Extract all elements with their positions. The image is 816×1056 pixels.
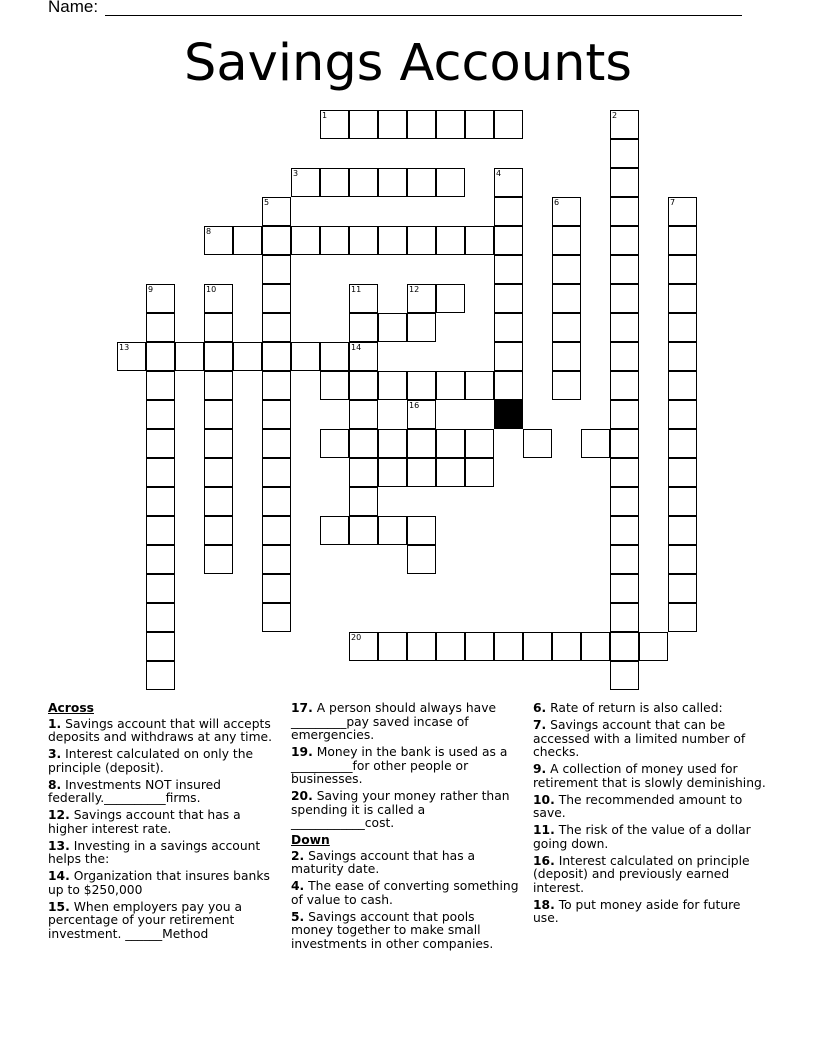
crossword-cell[interactable] <box>668 371 697 400</box>
clue-number-label: 13. <box>48 838 70 853</box>
clue-item <box>48 840 276 867</box>
clue-number: 1 <box>322 110 328 120</box>
clue-number-label: 9. <box>533 762 547 776</box>
clue-text: Savings account that has a higher interest rate. <box>48 808 241 836</box>
crossword-cell[interactable] <box>349 429 378 458</box>
clue-item <box>533 855 768 896</box>
crossword-cell[interactable] <box>668 429 697 458</box>
crossword-cell[interactable] <box>610 255 639 284</box>
clue-number: 2 <box>612 110 618 120</box>
crossword-cell[interactable] <box>378 516 407 545</box>
crossword-cell[interactable] <box>349 226 378 255</box>
clue-text: Savings account that pools money together to make small investments in other companies. <box>291 909 494 951</box>
crossword-cell[interactable] <box>407 545 436 574</box>
clue-number: 12 <box>409 284 420 294</box>
crossword-cell[interactable] <box>610 139 639 168</box>
crossword-cell[interactable] <box>668 545 697 574</box>
crossword-cell[interactable] <box>349 110 378 139</box>
clue-text: Organization that insures banks up to $250,000 <box>48 869 270 897</box>
clue-number-label: 18. <box>533 897 555 912</box>
crossword-cell[interactable] <box>204 284 233 313</box>
crossword-cell[interactable] <box>378 632 407 661</box>
clue-item <box>291 790 519 831</box>
clue-number: 13 <box>119 342 130 352</box>
clue-text: Money in the bank is used as a __________for other people or businesses. <box>291 745 508 786</box>
crossword-cell[interactable] <box>552 632 581 661</box>
clue-number: 9 <box>148 284 154 294</box>
crossword-cell[interactable] <box>146 429 175 458</box>
clue-number-label: 2. <box>291 848 305 863</box>
crossword-cell[interactable] <box>204 226 233 255</box>
clue-text: A person should always have _________pay saved incase of emergencies. <box>291 701 497 742</box>
crossword-cell[interactable] <box>610 429 639 458</box>
clue-number: 20 <box>351 632 362 642</box>
crossword-cell[interactable] <box>204 400 233 429</box>
clue-number-label: 16. <box>533 853 555 868</box>
clue-text: Savings account that can be accessed with a limited number of checks. <box>533 718 746 759</box>
crossword-cell[interactable] <box>146 632 175 661</box>
crossword-cell[interactable] <box>494 197 523 226</box>
crossword-cell[interactable] <box>494 168 523 197</box>
clue-text: Savings account that has a maturity date. <box>291 848 476 876</box>
crossword-cell[interactable] <box>146 284 175 313</box>
crossword-cell[interactable] <box>668 284 697 313</box>
clue-number-label: 17. <box>291 701 313 715</box>
clue-item <box>48 779 276 806</box>
crossword-cell[interactable] <box>610 371 639 400</box>
clue-text: Interest calculated on only the principle (deposit). <box>48 747 254 775</box>
clue-item <box>291 746 519 787</box>
crossword-cell[interactable] <box>407 110 436 139</box>
crossword-cell[interactable] <box>494 371 523 400</box>
clue-number-label: 19. <box>291 745 313 759</box>
crossword-cell[interactable] <box>668 458 697 487</box>
crossword-cell[interactable] <box>610 226 639 255</box>
crossword-cell[interactable] <box>610 197 639 226</box>
clues-column-2 <box>291 702 519 955</box>
crossword-cell[interactable] <box>349 632 378 661</box>
clue-text: Investments NOT insured federally.__________firms. <box>48 777 221 805</box>
clue-number: 11 <box>351 284 362 294</box>
clues-column-1 <box>48 702 276 945</box>
crossword-cell[interactable] <box>204 545 233 574</box>
crossword-cell[interactable] <box>320 168 349 197</box>
crossword-cell[interactable] <box>378 110 407 139</box>
crossword-cell[interactable] <box>465 226 494 255</box>
crossword-cell[interactable] <box>262 487 291 516</box>
crossword-cell[interactable] <box>610 168 639 197</box>
crossword-cell[interactable] <box>465 110 494 139</box>
clue-item <box>48 718 276 745</box>
crossword-cell[interactable] <box>552 313 581 342</box>
clue-number: 10 <box>206 284 217 294</box>
crossword-cell[interactable] <box>610 313 639 342</box>
crossword-cell[interactable] <box>320 516 349 545</box>
crossword-cell[interactable] <box>378 429 407 458</box>
crossword-cell[interactable] <box>262 603 291 632</box>
crossword-cell[interactable] <box>349 371 378 400</box>
crossword-cell[interactable] <box>175 342 204 371</box>
crossword-cell[interactable] <box>465 371 494 400</box>
clue-number: 3 <box>293 168 299 178</box>
crossword-cell[interactable] <box>668 313 697 342</box>
crossword-cell[interactable] <box>610 603 639 632</box>
crossword-cell[interactable] <box>407 429 436 458</box>
crossword-cell[interactable] <box>378 458 407 487</box>
crossword-cell[interactable] <box>610 574 639 603</box>
crossword-cell[interactable] <box>465 632 494 661</box>
clue-text: Saving your money rather than spending it is called a ____________cost. <box>291 789 510 830</box>
crossword-cell[interactable] <box>610 661 639 690</box>
clues-column-3 <box>533 702 768 929</box>
clue-number-label: 4. <box>291 879 305 893</box>
crossword-cell[interactable] <box>146 661 175 690</box>
crossword-cell[interactable] <box>146 342 175 371</box>
clue-number-label: 6. <box>533 701 547 715</box>
crossword-cell[interactable] <box>610 545 639 574</box>
crossword-cell[interactable] <box>610 400 639 429</box>
clue-number-label: 8. <box>48 777 62 792</box>
crossword-cell[interactable] <box>262 545 291 574</box>
clue-number: 14 <box>351 342 362 352</box>
clue-text: To put money aside for future use. <box>533 897 741 925</box>
clue-item <box>533 824 768 851</box>
crossword-cell[interactable] <box>407 313 436 342</box>
crossword-cell[interactable] <box>436 429 465 458</box>
crossword-cell[interactable] <box>204 516 233 545</box>
crossword-cell[interactable] <box>262 313 291 342</box>
crossword-cell[interactable] <box>407 168 436 197</box>
crossword-cell[interactable] <box>552 371 581 400</box>
crossword-cell[interactable] <box>436 284 465 313</box>
crossword-cell[interactable] <box>378 226 407 255</box>
crossword-cell[interactable] <box>610 516 639 545</box>
crossword-cell[interactable] <box>407 226 436 255</box>
crossword-cell[interactable] <box>610 284 639 313</box>
crossword-cell[interactable] <box>494 632 523 661</box>
crossword-cell[interactable] <box>610 110 639 139</box>
clue-item <box>533 719 768 760</box>
crossword-cell[interactable] <box>668 603 697 632</box>
crossword-cell[interactable] <box>465 429 494 458</box>
clue-text: Interest calculated on principle (deposit) and previously earned interest. <box>533 853 750 895</box>
crossword-cell[interactable] <box>349 342 378 371</box>
page-title: Savings Accounts <box>184 34 632 93</box>
crossword-cell[interactable] <box>552 197 581 226</box>
clue-item <box>291 911 519 952</box>
crossword-cell[interactable] <box>349 284 378 313</box>
crossword-cell[interactable] <box>523 429 552 458</box>
crossword-cell[interactable] <box>436 458 465 487</box>
crossword-cell[interactable] <box>349 400 378 429</box>
crossword-cell[interactable] <box>552 284 581 313</box>
clue-text: A collection of money used for retirement that is slowly deminishing. <box>533 762 766 790</box>
crossword-cell[interactable] <box>494 255 523 284</box>
crossword-cell[interactable] <box>610 458 639 487</box>
crossword-cell[interactable] <box>262 429 291 458</box>
crossword-cell[interactable] <box>146 574 175 603</box>
clue-text: Savings account that will accepts deposits and withdraws at any time. <box>48 716 273 744</box>
crossword-cell[interactable] <box>262 255 291 284</box>
crossword-cell[interactable] <box>465 458 494 487</box>
clue-item <box>291 850 519 877</box>
crossword-cell[interactable] <box>262 458 291 487</box>
clue-item <box>291 880 519 907</box>
crossword-cell[interactable] <box>349 313 378 342</box>
clue-number: 4 <box>496 168 502 178</box>
crossword-cell[interactable] <box>378 371 407 400</box>
crossword-cell[interactable] <box>436 226 465 255</box>
crossword-cell[interactable] <box>668 400 697 429</box>
clue-item <box>291 702 519 743</box>
clue-text: The recommended amount to save. <box>533 792 743 820</box>
crossword-cell[interactable] <box>146 603 175 632</box>
crossword-cell[interactable] <box>494 110 523 139</box>
crossword-cell[interactable] <box>262 197 291 226</box>
crossword-cell[interactable] <box>233 342 262 371</box>
crossword-cell[interactable] <box>494 342 523 371</box>
clue-number-label: 10. <box>533 792 555 807</box>
clue-text: When employers pay you a percentage of your retirement investment. ______Method <box>48 899 242 941</box>
crossword-cell[interactable] <box>407 400 436 429</box>
crossword-cell[interactable] <box>552 255 581 284</box>
clue-item <box>533 702 768 716</box>
crossword-cell[interactable] <box>610 342 639 371</box>
down-header: Down <box>291 833 330 847</box>
crossword-cell[interactable] <box>407 371 436 400</box>
crossword-cell[interactable] <box>610 632 639 661</box>
crossword-cell[interactable] <box>204 371 233 400</box>
clue-number-label: 14. <box>48 869 70 883</box>
crossword-cell[interactable] <box>349 168 378 197</box>
clue-item <box>48 870 276 897</box>
crossword-cell[interactable] <box>552 226 581 255</box>
crossword-cell[interactable] <box>668 487 697 516</box>
clue-item <box>48 809 276 836</box>
clue-text: Rate of return is also called: <box>546 701 723 715</box>
clue-item <box>48 748 276 775</box>
crossword-cell[interactable] <box>262 400 291 429</box>
clue-number: 8 <box>206 226 212 236</box>
crossword-cell[interactable] <box>436 110 465 139</box>
crossword-cell[interactable] <box>320 429 349 458</box>
crossword-cell[interactable] <box>407 284 436 313</box>
crossword-cell[interactable] <box>668 574 697 603</box>
crossword-cell[interactable] <box>349 487 378 516</box>
crossword-cell[interactable] <box>204 342 233 371</box>
clue-text: The risk of the value of a dollar going down. <box>533 823 751 851</box>
crossword-cell[interactable] <box>494 313 523 342</box>
across-header: Across <box>48 701 94 715</box>
crossword-cell[interactable] <box>639 632 668 661</box>
black-square <box>494 400 523 429</box>
clue-number-label: 20. <box>291 789 313 803</box>
crossword-cell[interactable] <box>320 371 349 400</box>
clue-text: The ease of converting something of value to cash. <box>291 879 519 907</box>
clue-number-label: 3. <box>48 747 62 761</box>
crossword-cell[interactable] <box>146 313 175 342</box>
crossword-cell[interactable] <box>291 342 320 371</box>
crossword-cell[interactable] <box>262 284 291 313</box>
crossword-cell[interactable] <box>320 226 349 255</box>
crossword-cell[interactable] <box>668 197 697 226</box>
crossword-cell[interactable] <box>262 226 291 255</box>
name-label: Name: <box>48 0 99 16</box>
clue-item <box>533 794 768 821</box>
crossword-cell[interactable] <box>117 342 146 371</box>
crossword-cell[interactable] <box>262 516 291 545</box>
crossword-cell[interactable] <box>494 284 523 313</box>
crossword-cell[interactable] <box>146 487 175 516</box>
clue-number-label: 12. <box>48 808 70 822</box>
crossword-cell[interactable] <box>407 458 436 487</box>
crossword-cell[interactable] <box>668 516 697 545</box>
crossword-cell[interactable] <box>349 458 378 487</box>
clue-item <box>533 763 768 790</box>
crossword-cell[interactable] <box>436 371 465 400</box>
crossword-cell[interactable] <box>552 342 581 371</box>
crossword-cell[interactable] <box>407 632 436 661</box>
crossword-cell[interactable] <box>262 574 291 603</box>
crossword-cell[interactable] <box>146 400 175 429</box>
crossword-cell[interactable] <box>378 313 407 342</box>
clue-number-label: 11. <box>533 823 555 837</box>
crossword-cell[interactable] <box>320 342 349 371</box>
crossword-cell[interactable] <box>436 168 465 197</box>
clue-number: 6 <box>554 197 560 207</box>
clue-number: 7 <box>670 197 676 207</box>
clue-number-label: 1. <box>48 716 62 731</box>
crossword-cell[interactable] <box>668 342 697 371</box>
crossword-cell[interactable] <box>204 487 233 516</box>
crossword-cell[interactable] <box>233 226 262 255</box>
crossword-cell[interactable] <box>146 545 175 574</box>
crossword-cell[interactable] <box>378 168 407 197</box>
crossword-cell[interactable] <box>262 342 291 371</box>
crossword-cell[interactable] <box>146 371 175 400</box>
clue-number: 5 <box>264 197 270 207</box>
crossword-cell[interactable] <box>494 226 523 255</box>
crossword-cell[interactable] <box>523 632 552 661</box>
crossword-cell[interactable] <box>320 110 349 139</box>
crossword-cell[interactable] <box>436 632 465 661</box>
clue-number: 16 <box>409 400 420 410</box>
crossword-cell[interactable] <box>407 516 436 545</box>
clue-number-label: 5. <box>291 909 305 924</box>
crossword-cell[interactable] <box>291 226 320 255</box>
crossword-cell[interactable] <box>204 429 233 458</box>
crossword-cell[interactable] <box>581 429 610 458</box>
clue-number-label: 15. <box>48 899 70 914</box>
crossword-cell[interactable] <box>204 458 233 487</box>
clue-text: Investing in a savings account helps the: <box>48 838 261 866</box>
clue-number-label: 7. <box>533 718 547 732</box>
crossword-cell[interactable] <box>262 371 291 400</box>
crossword-cell[interactable] <box>291 168 320 197</box>
crossword-cell[interactable] <box>668 255 697 284</box>
crossword-cell[interactable] <box>349 516 378 545</box>
clue-item <box>533 899 768 926</box>
crossword-cell[interactable] <box>204 313 233 342</box>
crossword-cell[interactable] <box>668 226 697 255</box>
crossword-cell[interactable] <box>581 632 610 661</box>
crossword-cell[interactable] <box>146 516 175 545</box>
crossword-cell[interactable] <box>146 458 175 487</box>
crossword-cell[interactable] <box>610 487 639 516</box>
clue-item <box>48 901 276 942</box>
